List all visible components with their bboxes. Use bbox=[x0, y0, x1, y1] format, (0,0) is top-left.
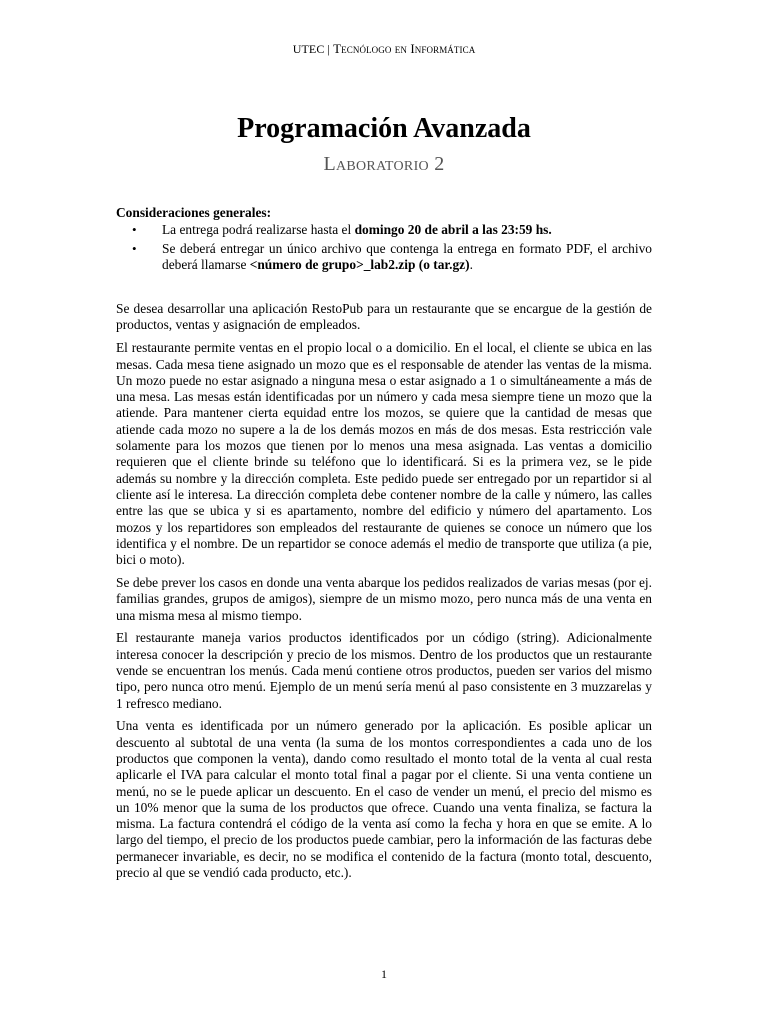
document-subtitle: Laboratorio 2 bbox=[323, 153, 445, 175]
considerations-heading: Consideraciones generales: bbox=[116, 205, 272, 220]
list-item-text-end: . bbox=[469, 256, 473, 272]
document-body bbox=[116, 205, 652, 888]
bullet-icon: • bbox=[132, 240, 137, 256]
filename-text: <número de grupo>_lab2.zip (o tar.gz) bbox=[249, 256, 470, 272]
deadline-text: domingo 20 de abril a las 23:59 hs. bbox=[354, 222, 552, 238]
paragraph-tables: Se debe prever los casos en donde una venta abarque los pedidos realizados de varias mesas (por ej. familias grandes, grupos de amigos), siempre de un mismo mozo, pero nunca más de una venta en una misma mesa al mismo tiempo. bbox=[116, 574, 652, 623]
paragraph-invoice: Una venta es identificada por un número generado por la aplicación. Es posible aplicar un descuento al subtotal de una venta (la suma de los montos correspondientes a cada uno de los productos que componen la venta), dando como resultado el monto total de la venta al cual resta aplicarle el IVA para calcular el monto total final a pagar por el cliente. Si una venta contiene un menú, no se le puede aplicar un descuento. En el caso de vender un menú, el precio del mismo es un 10% menor que la suma de los productos que ofrece. Cuando una venta finaliza, se factura la misma. La factura contendrá el código de la venta así como la fecha y hora en que se emite. A lo largo del tiempo, el precio de los productos puede cambiar, pero la información de las facturas debe permanecer invariable, es decir, no se modifica el contenido de la factura (monto total, descuento, precio al que se vendió cada producto, etc.). bbox=[116, 718, 652, 880]
paragraph-sales: El restaurante permite ventas en el propio local o a domicilio. En el local, el cliente se ubica en las mesas. Cada mesa tiene asignado un mozo que es el responsable de atender las ventas de la misma. Un mozo puede no estar asignado a ninguna mesa o estar asignado a 1 o simultáneamente a más de una mesa. Las mesas están identificadas por un número y cada mesa siempre tiene un mozo que la atiende. Para mantener cierta equidad entre los mozos, se quiere que la cantidad de mesas que atiende cada mozo no supere a la de los demás mozos en más de dos mesas. Esta restricción vale solamente para los mozos que tienen por lo menos una mesa asignada. Las ventas a domicilio requieren que el cliente brinde su teléfono que lo identificará. Si es la primera vez, se le pide además su nombre y la dirección completa. Este pedido puede ser entregado por un repartidor si al cliente así le interesa. La dirección completa debe contener nombre de la calle y número, las calles entre las que se ubica y si es apartamento, nombre del edificio y número del apartamento. Los mozos y los repartidores son empleados del restaurante de quienes se conoce un número que los identifica y el nombre. De un repartidor se conoce además el medio de transporte que utiliza (a pie, bici o moto). bbox=[116, 340, 652, 568]
running-header bbox=[0, 41, 768, 57]
paragraph-intro: Se desea desarrollar una aplicación RestoPub para un restaurante que se encargue de la gestión de productos, ventas y asignación de empleados. bbox=[116, 301, 652, 333]
header-course: Tecnólogo en Informática bbox=[333, 41, 476, 56]
list-item-text: La entrega podrá realizarse hasta el bbox=[162, 222, 355, 238]
page-number: 1 bbox=[381, 967, 387, 981]
list-item bbox=[116, 241, 652, 274]
bullet-icon: • bbox=[132, 222, 137, 238]
considerations-list bbox=[116, 222, 652, 273]
list-item-text: Se deberá entregar un único archivo que contenga la entrega en formato PDF, el archivo deberá llamarse bbox=[162, 240, 652, 272]
list-item bbox=[116, 222, 652, 238]
header-prefix: UTEC | bbox=[292, 42, 334, 56]
document-title: Programación Avanzada bbox=[237, 113, 531, 144]
paragraph-products: El restaurante maneja varios productos identificados por un código (string). Adicionalmente interesa conocer la descripción y precio de los mismos. Dentro de los productos que un restaurante vende se encuentran los menús. Cada menú contiene otros productos, pueden ser varios del mismo tipo, pero nunca otro menú. Ejemplo de un menú sería menú al paso consistente en 3 muzzarelas y 1 refresco mediano. bbox=[116, 630, 652, 711]
